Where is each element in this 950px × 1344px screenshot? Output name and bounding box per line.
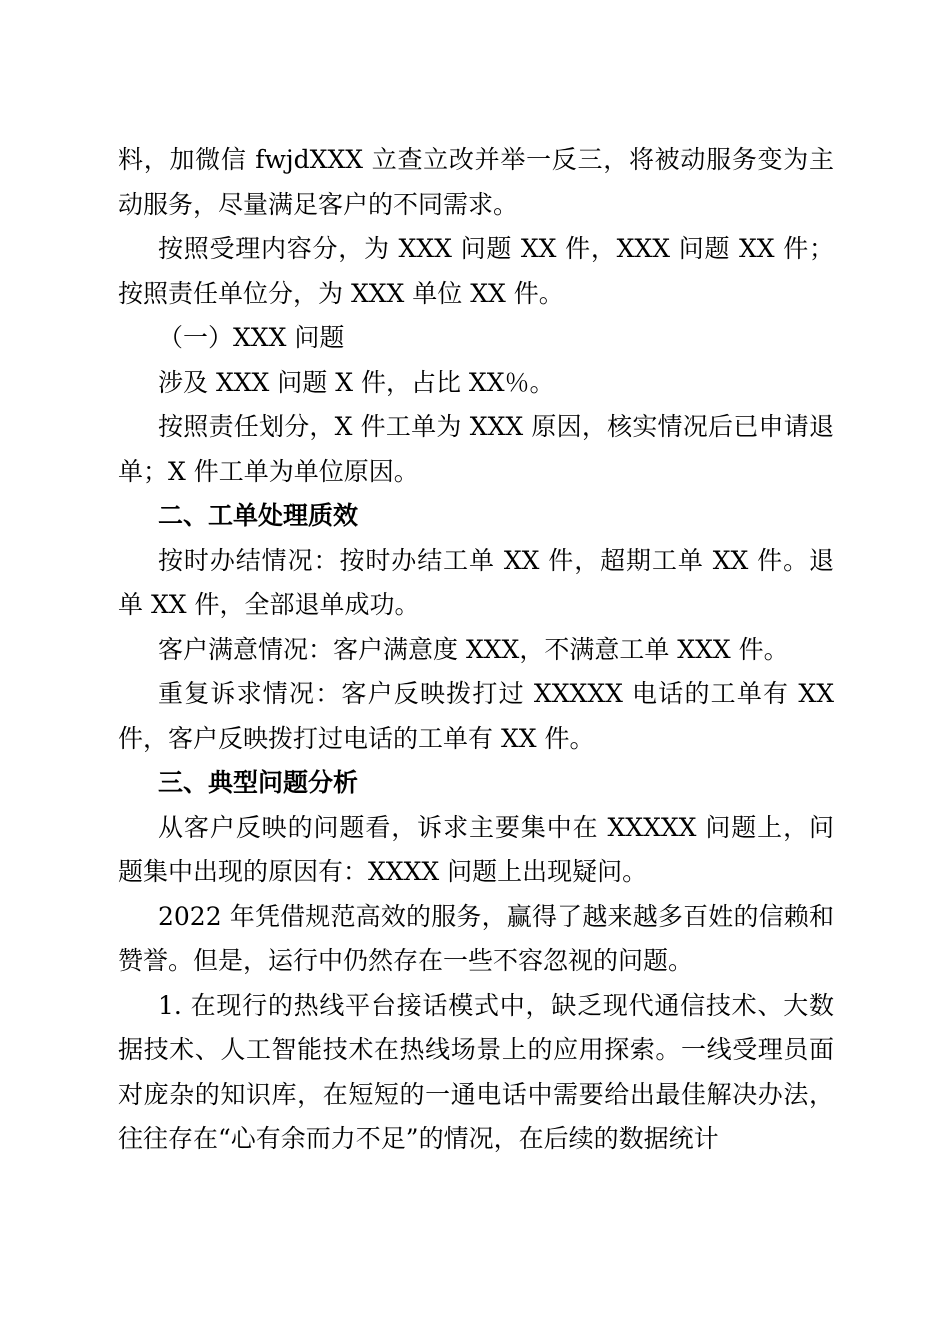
paragraph-point-1: 1. 在现行的热线平台接话模式中，缺乏现代通信技术、大数据技术、人工智能技术在热线场景上的应用探索。一线受理员面对庞杂的知识库，在短短的一通电话中需要给出最佳解决办法，往往存在“心有余而力不足”的情况，在后续的数据统计 <box>118 990 834 1153</box>
paragraph-2022-summary: 2022 年凭借规范高效的服务，赢得了越来越多百姓的信赖和赞誉。但是，运行中仍然存在一些不容忽视的问题。 <box>118 901 834 975</box>
document-body <box>118 138 834 1162</box>
paragraph-on-time-completion: 按时办结情况：按时办结工单 XX 件，超期工单 XX 件。退单 XX 件，全部退单成功。 <box>118 545 834 619</box>
subsection-title-xxx-issue: （一）XXX 问题 <box>158 323 345 352</box>
paragraph-repeat-requests: 重复诉求情况：客户反映拨打过 XXXXX 电话的工单有 XX 件，客户反映拨打过电话的工单有 XX 件。 <box>118 679 834 753</box>
section-heading-typical-issues: 三、典型问题分析 <box>158 768 359 797</box>
paragraph-continuation: 料，加微信 fwjdXXX 立查立改并举一反三，将被动服务变为主动服务，尽量满足客户的不同需求。 <box>118 145 834 219</box>
paragraph-customer-satisfaction: 客户满意情况：客户满意度 XXX，不满意工单 XXX 件。 <box>158 634 789 664</box>
section-heading-work-order-quality: 二、工单处理质效 <box>158 501 359 530</box>
paragraph-responsibility: 按照责任划分，X 件工单为 XXX 原因，核实情况后已申请退单；X 件工单为单位原因。 <box>118 412 834 486</box>
paragraph-acceptance-breakdown: 按照受理内容分，为 XXX 问题 XX 件，XXX 问题 XX 件；按照责任单位分，为 XXX 单位 XX 件。 <box>118 234 834 308</box>
paragraph-issue-share: 涉及 XXX 问题 X 件，占比 XX％。 <box>158 367 555 397</box>
paragraph-issue-analysis: 从客户反映的问题看，诉求主要集中在 XXXXX 问题上，问题集中出现的原因有：XXXX 问题上出现疑问。 <box>118 812 834 886</box>
